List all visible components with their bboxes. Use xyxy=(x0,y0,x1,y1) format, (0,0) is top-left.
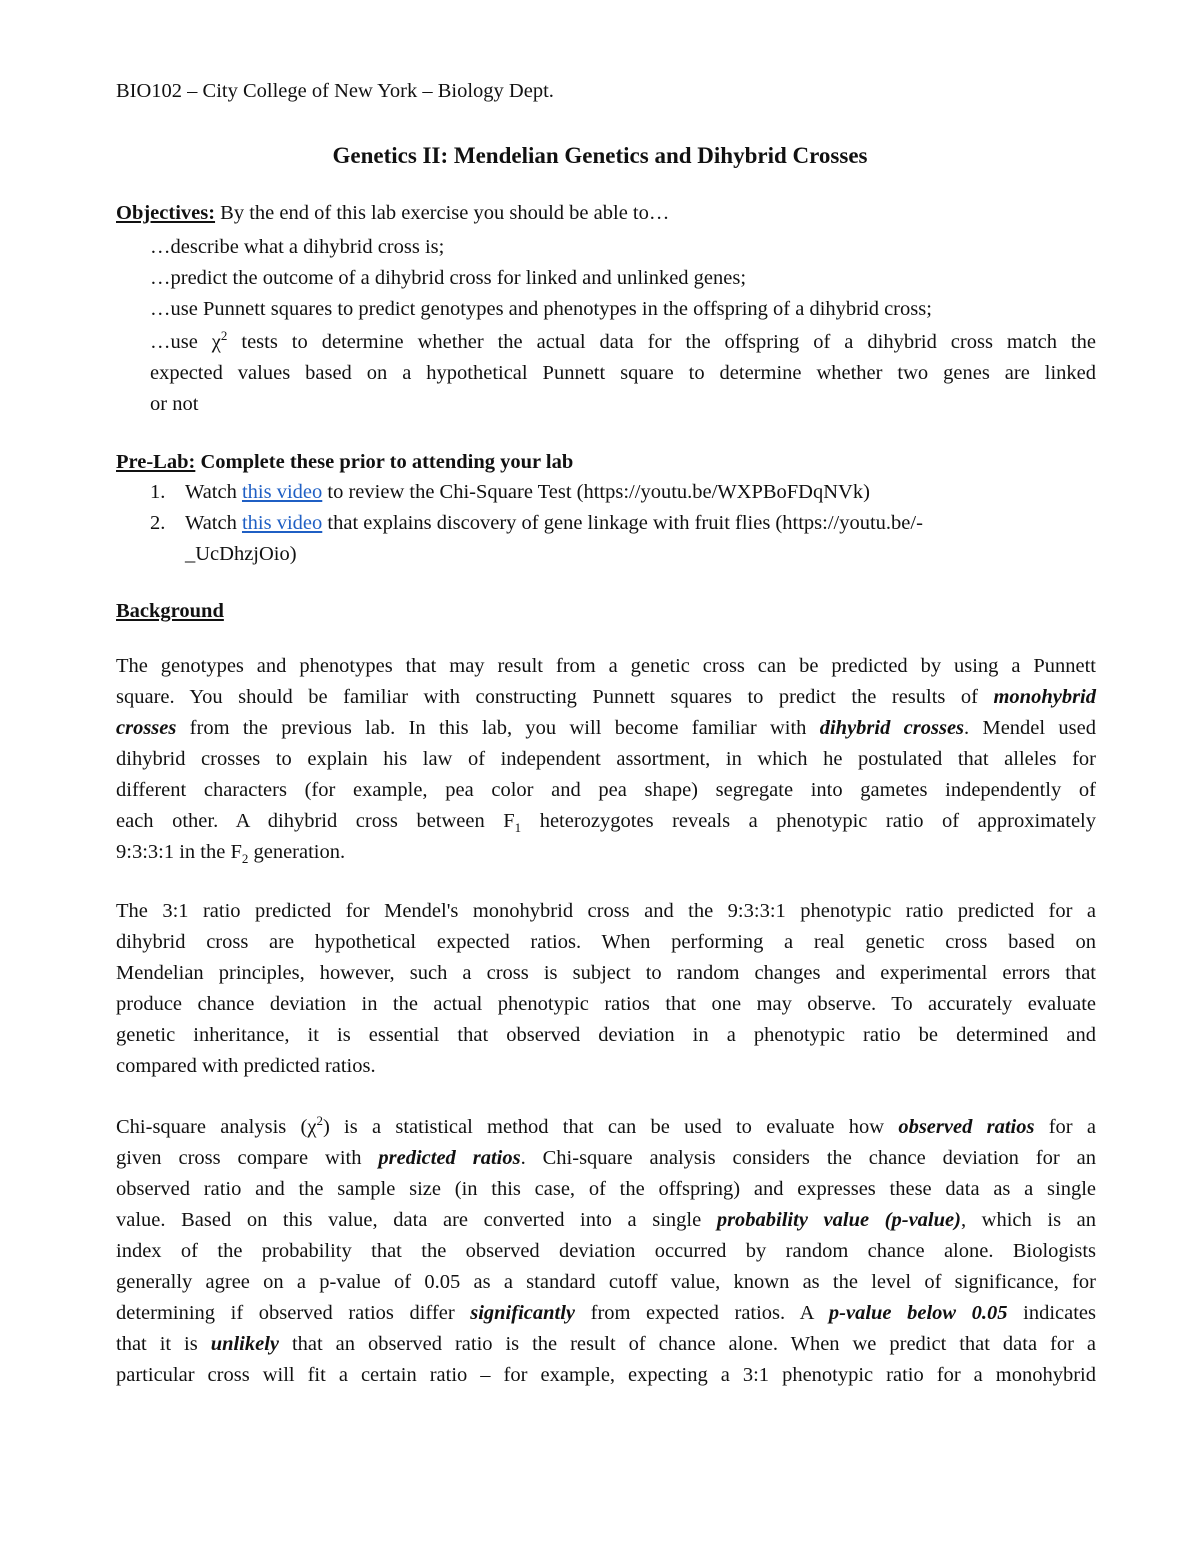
text-run: each other. A dihybrid cross between F xyxy=(116,810,515,832)
objective-item-text: …use xyxy=(150,331,212,353)
paragraph-line: The genotypes and phenotypes that may result from a genetic cross can be predicted by using a Punnett xyxy=(116,655,1096,677)
text-run: from the previous lab. In this lab, you will become familiar with xyxy=(176,717,820,739)
prelab-item-number: 1. xyxy=(150,481,166,503)
paragraph-line: particular cross will fit a certain ratio – for example, expecting a 3:1 phenotypic ratio for a monohybrid xyxy=(116,1364,1096,1386)
objective-item: …predict the outcome of a dihybrid cross for linked and unlinked genes; xyxy=(150,267,747,289)
paragraph-line: The 3:1 ratio predicted for Mendel's monohybrid cross and the 9:3:3:1 phenotypic ratio predicted for a xyxy=(116,900,1096,922)
paragraph-line xyxy=(116,1205,1096,1236)
emphasis-text: unlikely xyxy=(210,1333,280,1355)
paragraph-line: index of the probability that the observed deviation occurred by random chance alone. Biologists xyxy=(116,1240,1096,1262)
emphasis-text: p-value below 0.05 xyxy=(828,1302,1008,1324)
paragraph-line xyxy=(116,713,1096,744)
subscript: 1 xyxy=(514,820,522,836)
emphasis-text: significantly xyxy=(470,1302,576,1324)
chi-superscript: 2 xyxy=(316,1113,323,1129)
text-run: heterozygotes reveals a phenotypic ratio of approximately xyxy=(521,810,1096,832)
video-link-chi-square[interactable]: this video xyxy=(241,481,323,503)
text-run: indicates xyxy=(1007,1302,1096,1324)
text-run: . Chi-square analysis considers the chance deviation for an xyxy=(520,1147,1096,1169)
chi-symbol: χ xyxy=(307,1116,317,1138)
paragraph-line: compared with predicted ratios. xyxy=(116,1055,376,1077)
objective-item: …describe what a dihybrid cross is; xyxy=(150,236,445,258)
text-run: that an observed ratio is the result of chance alone. When we predict that data for a xyxy=(279,1333,1096,1355)
background-heading: Background xyxy=(116,600,224,622)
text-run: ) is a statistical method that can be used to evaluate how xyxy=(322,1116,899,1138)
subscript: 2 xyxy=(241,851,249,867)
prelab-item-pre: Watch xyxy=(185,481,242,503)
prelab-label: Pre-Lab: xyxy=(116,451,196,473)
prelab-heading-text: Complete these prior to attending your lab xyxy=(195,451,574,473)
text-run: determining if observed ratios differ xyxy=(116,1302,471,1324)
text-run: , which is an xyxy=(960,1209,1097,1231)
paragraph-line: Mendelian principles, however, such a cross is subject to random changes and experimental errors that xyxy=(116,962,1096,984)
text-run: value. Based on this value, data are converted into a single xyxy=(116,1209,717,1231)
paragraph-line xyxy=(116,1329,1096,1360)
prelab-item-number: 2. xyxy=(150,512,166,534)
paragraph-line: dihybrid crosses to explain his law of independent assortment, in which he postulated that alleles for xyxy=(116,748,1096,770)
paragraph-line: genetic inheritance, it is essential that observed deviation in a phenotypic ratio be determined and xyxy=(116,1024,1096,1046)
paragraph-line xyxy=(116,1298,1096,1329)
text-run: square. You should be familiar with constructing Punnett squares to predict the results of xyxy=(116,686,994,708)
text-run: generation. xyxy=(248,841,346,863)
prelab-item-text xyxy=(185,477,870,508)
page-title: Genetics II: Mendelian Genetics and Dihybrid Crosses xyxy=(332,143,868,168)
prelab-heading xyxy=(116,447,573,478)
paragraph-line xyxy=(116,682,1096,713)
paragraph-line xyxy=(116,837,345,868)
objectives-intro xyxy=(116,198,669,229)
paragraph-line: generally agree on a p-value of 0.05 as a standard cutoff value, known as the level of significance, for xyxy=(116,1271,1096,1293)
emphasis-text: observed ratios xyxy=(898,1116,1035,1138)
text-run: from expected ratios. A xyxy=(575,1302,829,1324)
emphasis-text: crosses xyxy=(116,717,177,739)
objectives-intro-text: By the end of this lab exercise you should be able to… xyxy=(215,202,670,224)
text-run: 9:3:3:1 in the F xyxy=(116,841,242,863)
objectives-label: Objectives: xyxy=(116,202,216,224)
chi-symbol: χ xyxy=(211,331,221,353)
paragraph-line: observed ratio and the sample size (in this case, of the offspring) and expresses these data as a single xyxy=(116,1178,1096,1200)
text-run: that it is xyxy=(116,1333,211,1355)
emphasis-text: monohybrid xyxy=(993,686,1096,708)
paragraph-line: dihybrid cross are hypothetical expected ratios. When performing a real genetic cross based on xyxy=(116,931,1096,953)
emphasis-text: probability value (p-value) xyxy=(716,1209,961,1231)
text-run: . Mendel used xyxy=(964,717,1096,739)
objective-item-continued: expected values based on a hypothetical Punnett square to determine whether two genes are linked xyxy=(150,362,1096,384)
text-run: given cross compare with xyxy=(116,1147,379,1169)
objective-item xyxy=(150,327,1096,358)
prelab-item-post: that explains discovery of gene linkage with fruit flies (https://youtu.be/- xyxy=(322,512,923,534)
video-link-gene-linkage[interactable]: this video xyxy=(241,512,323,534)
emphasis-text: dihybrid crosses xyxy=(819,717,965,739)
course-header: BIO102 – City College of New York – Biology Dept. xyxy=(116,80,554,102)
text-run: Chi-square analysis ( xyxy=(116,1116,308,1138)
prelab-item-pre: Watch xyxy=(185,512,242,534)
paragraph-line: different characters (for example, pea color and pea shape) segregate into gametes independently of xyxy=(116,779,1096,801)
prelab-item-continued: _UcDhzjOio) xyxy=(185,543,297,565)
objective-item: …use Punnett squares to predict genotypes and phenotypes in the offspring of a dihybrid cross; xyxy=(150,298,932,320)
paragraph-line xyxy=(116,1112,1096,1143)
objective-item-text: tests to determine whether the actual data for the offspring of a dihybrid cross match the xyxy=(227,331,1097,353)
text-run: for a xyxy=(1034,1116,1096,1138)
objective-item-continued: or not xyxy=(150,393,199,415)
chi-superscript: 2 xyxy=(220,328,228,344)
prelab-item-text xyxy=(185,508,923,539)
paragraph-line xyxy=(116,806,1096,837)
prelab-item-post: to review the Chi-Square Test (https://youtu.be/WXPBoFDqNVk) xyxy=(322,481,870,503)
emphasis-text: predicted ratios xyxy=(378,1147,521,1169)
paragraph-line xyxy=(116,1143,1096,1174)
paragraph-line: produce chance deviation in the actual phenotypic ratios that one may observe. To accurately evaluate xyxy=(116,993,1096,1015)
